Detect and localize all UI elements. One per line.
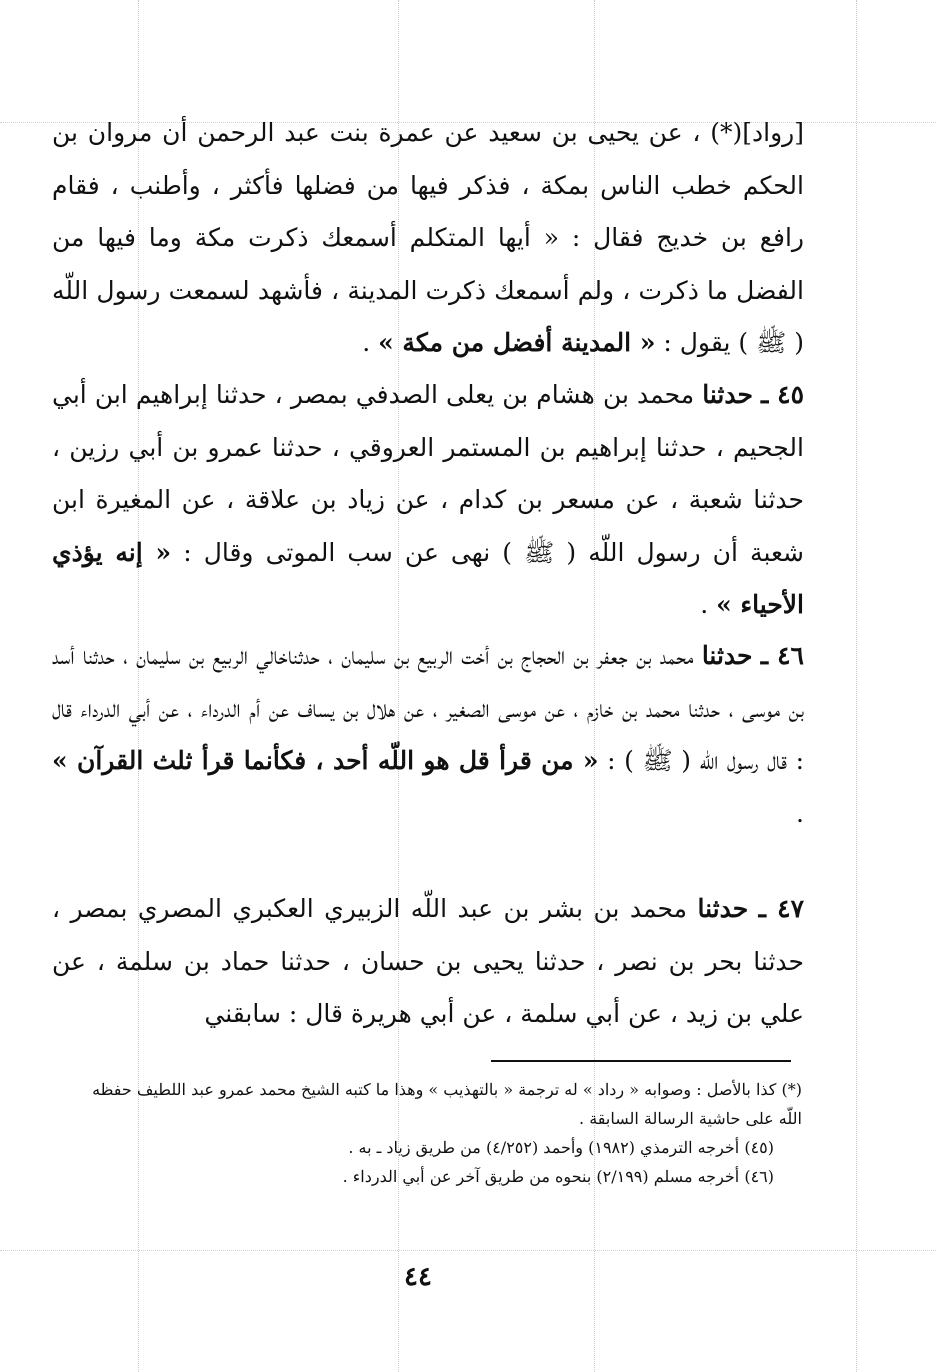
hadith-text: محمد بن هشام بن يعلى الصدفي بمصر ، حدثنا إبراهيم ابن أبي الجحيم ، حدثنا إبراهيم بن المستمر العروقي ، حدثنا عمرو بن أبي رزين ، حدثنا شعبة ، عن مسعر بن كدام ، عن زياد بن علاقة ، عن المغيرة ابن شعبة أن رسول اللّه ( ﷺ ) نهى عن سب الموتى وقال : xyxy=(52,380,804,567)
hadith-lead: حدثنا xyxy=(702,380,753,409)
page-number: ٤٤ xyxy=(404,1262,432,1292)
hadith-47 xyxy=(52,883,804,1041)
footnote-asterisk: (*) كذا بالأصل : وصوابه « رداد » له ترجمة « بالتهذيب » وهذا ما كتبه الشيخ محمد عمرو عبد اللطيف حفظه اللّه على حاشية الرسالة السابقة . xyxy=(92,1080,802,1128)
intro-end: . xyxy=(362,328,371,357)
hadith-quote: « إنه يؤذي الأحياء » xyxy=(52,537,804,619)
intro-text: [رواد](*) ، عن يحيى بن سعيد عن عمرة بنت عبد الرحمن أن مروان بن الحكم خطب الناس بمكة ، فذكر فيها من فضلها فأكثر ، وأطنب ، فقام رافع بن خديج فقال : « أيها المتكلم أسمعك ذكرت مكة وما فيها من الفضل ما ذكرت ، ولم أسمعك ذكرت المدينة ، فأشهد لسمعت رسول اللّه ( ﷺ ) يقول : xyxy=(52,118,804,357)
hadith-number: ٤٦ ـ xyxy=(760,641,804,670)
hadith-lead: حدثنا xyxy=(697,894,749,923)
intro-paragraph xyxy=(52,107,804,370)
hadith-end: . xyxy=(796,798,804,828)
hadith-text: محمد بن بشر بن عبد اللّه الزبيري العكبري المصري بمصر ، حدثنا بحر بن نصر ، حدثنا يحيى بن حسان ، حدثنا حماد بن سلمة ، عن علي بن زيد ، عن أبي سلمة ، عن أبي هريرة قال : سابقني xyxy=(52,894,804,1028)
hadith-text: محمد بن جعفر بن الحجاج بن أخت الربيع بن سليمان ، حدثناخالي الربيع بن سليمان ، حدثنا أسد بن موسى ، حدثنا محمد بن خازم ، عن موسى الصغير ، عن هلال بن يساف عن أم الدرداء ، عن أبي الدرداء قال : قال رسول اللّه ( ﷺ ) : xyxy=(52,641,804,775)
footnote-46: (٤٦) أخرجه مسلم (٢/١٩٩) بنحوه من طريق آخر عن أبي الدرداء . xyxy=(342,1167,774,1186)
footnotes xyxy=(90,1075,802,1191)
hadith-46 xyxy=(52,630,804,840)
hadith-number: ٤٥ ـ xyxy=(760,380,804,409)
hadith-number: ٤٧ ـ xyxy=(758,894,804,923)
footnote-separator xyxy=(491,1060,791,1062)
hadith-quote: « من قرأ قل هو اللّه أحد ، فكأنما قرأ ثلث القرآن » xyxy=(52,746,599,775)
intro-quote: « المدينة أفضل من مكة » xyxy=(378,328,656,357)
hadith-45 xyxy=(52,369,804,632)
footnote-45: (٤٥) أخرجه الترمذي (١٩٨٢) وأحمد (٤/٢٥٢) من طريق زياد ـ به . xyxy=(348,1138,774,1157)
hadith-lead: حدثنا xyxy=(701,641,753,670)
scan-guide-line xyxy=(0,1250,936,1251)
scan-guide-line xyxy=(856,0,857,1372)
hadith-end: . xyxy=(700,590,709,619)
